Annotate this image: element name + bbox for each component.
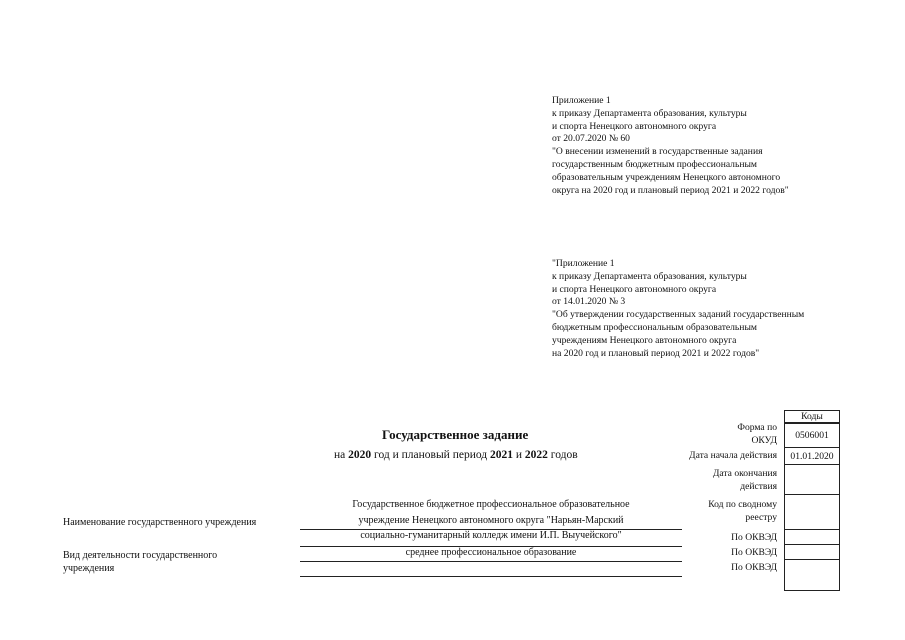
code-value-registry [784,494,840,530]
code-value-start-date: 01.01.2020 [784,447,840,465]
subtitle-prefix: на [334,449,346,461]
code-label-line: реестру [745,511,777,523]
code-label-okved-1: По ОКВЭД [731,532,777,543]
institution-name-line: социально-гуманитарный колледж имени И.П. Выучейского" [360,530,622,541]
subtitle-suffix: годов [550,449,578,461]
year-current: 2020 [348,449,372,461]
code-label-line: действия [740,480,777,492]
appendix-current-line: от 20.07.2020 № 60 [552,133,630,145]
appendix-current-line: к приказу Департамента образования, культуры [552,107,747,119]
appendix-original-line: к приказу Департамента образования, культуры [552,270,747,282]
code-label-okved-2: По ОКВЭД [731,547,777,558]
institution-underline-1 [300,529,682,530]
appendix-original-line: и спорта Ненецкого автономного округа [552,283,717,295]
code-value-end-date [784,464,840,495]
code-label-line: ОКУД [751,434,777,446]
appendix-current-line: образовательным учреждениям Ненецкого автономного [552,171,781,183]
appendix-original-line: на 2020 год и плановый период 2021 и 2022 годов" [552,347,760,359]
subtitle-mid-2: и [515,449,523,461]
appendix-current-line: "О внесении изменений в государственные задания [552,146,763,158]
year-plan-1: 2021 [490,449,514,461]
appendix-current-line: государственным бюджетным профессиональным [552,158,757,170]
subtitle-mid-1: год и плановый период [374,449,488,461]
appendix-current-line: Приложение 1 [552,95,611,106]
activity-value: среднее профессиональное образование [405,547,577,558]
activity-label [63,549,217,575]
code-label-line: Дата окончания [712,468,777,479]
institution-label: Наименование государственного учреждения [63,517,257,528]
activity-label-line: Вид деятельности государственного [63,550,218,561]
document-subtitle [334,449,578,461]
appendix-original-line: от 14.01.2020 № 3 [552,296,626,308]
code-label-okved-3: По ОКВЭД [731,562,777,573]
code-label-start-date: Дата начала действия [689,450,777,461]
institution-name-line: Государственное бюджетное профессиональное образовательное [352,499,630,510]
appendix-original-note [552,258,804,360]
document-title: Государственное задание [382,427,529,442]
institution-name [300,497,682,544]
appendix-current-line: округа на 2020 год и плановый период 2021 и 2022 годов" [552,184,789,196]
appendix-original-line: "Приложение 1 [552,258,615,269]
code-label-okud [737,422,777,447]
code-value-okud: 0506001 [784,423,840,448]
code-label-line: Форма по [737,422,777,433]
appendix-original-line: учреждениям Ненецкого автономного округа [552,334,737,346]
codes-header: Коды [784,410,840,423]
institution-name-line: учреждение Ненецкого автономного округа "Нарьян-Марский [358,514,624,526]
code-value-okved-3 [784,559,840,591]
code-value-okved-2 [784,544,840,560]
code-label-end-date [713,468,777,493]
activity-underline-1 [300,561,682,562]
appendix-current-note [552,95,789,197]
activity-underline-2 [300,576,682,577]
appendix-current-line: и спорта Ненецкого автономного округа [552,120,717,132]
activity-label-line: учреждения [63,563,115,574]
appendix-original-line: бюджетным профессиональным образовательным [552,321,757,333]
code-label-line: Код по сводному [708,499,777,510]
appendix-original-line: "Об утверждении государственных заданий государственным [552,309,805,321]
year-plan-2: 2022 [524,449,548,461]
code-value-okved-1 [784,529,840,545]
code-label-registry [708,499,777,524]
